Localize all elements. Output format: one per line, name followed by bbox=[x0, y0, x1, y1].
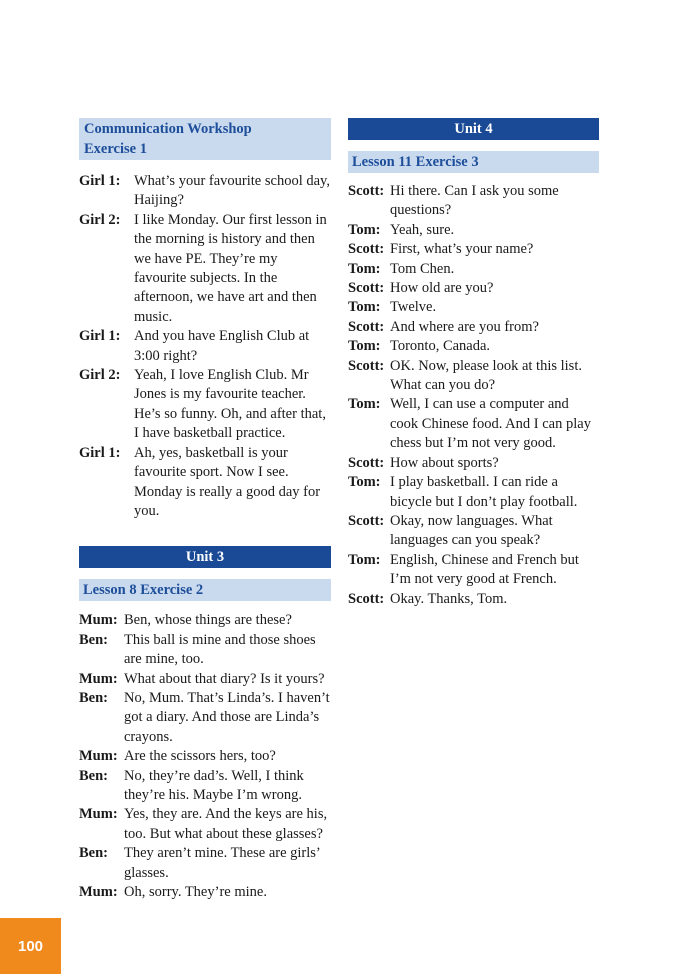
speaker: Mum: bbox=[79, 806, 118, 823]
speech: Well, I can use a computer and cook Chinese food. And I can play chess but I’m not very good. bbox=[390, 396, 591, 452]
dialogue-line bbox=[348, 473, 599, 512]
speech: Tom Chen. bbox=[390, 260, 455, 277]
dialogue-line bbox=[348, 298, 599, 317]
speaker: Tom: bbox=[348, 551, 381, 568]
speaker: Girl 2: bbox=[79, 367, 121, 384]
speaker: Scott: bbox=[348, 318, 385, 335]
dialogue-line bbox=[79, 767, 331, 806]
dialogue-line bbox=[348, 260, 599, 279]
dialogue-line bbox=[79, 670, 331, 689]
dialogue-line bbox=[348, 240, 599, 259]
speech: Are the scissors hers, too? bbox=[124, 748, 276, 765]
lesson-8-bar: Lesson 8 Exercise 2 bbox=[79, 579, 331, 601]
speaker: Scott: bbox=[348, 357, 385, 374]
speaker: Girl 1: bbox=[79, 444, 121, 461]
speaker: Scott: bbox=[348, 590, 385, 607]
speaker: Mum: bbox=[79, 612, 118, 629]
speech: Oh, sorry. They’re mine. bbox=[124, 884, 267, 900]
dialogue-line bbox=[79, 805, 331, 844]
dialogue-line bbox=[348, 551, 599, 590]
speech: This ball is mine and those shoes are mine, too. bbox=[124, 631, 316, 668]
dialogue-line bbox=[79, 631, 331, 670]
dialogue-line bbox=[348, 182, 599, 221]
unit-4-bar: Unit 4 bbox=[348, 118, 599, 140]
speaker: Tom: bbox=[348, 260, 381, 277]
speaker: Scott: bbox=[348, 241, 385, 258]
speech: How about sports? bbox=[390, 454, 499, 471]
speaker: Scott: bbox=[348, 454, 385, 471]
speech: Yes, they are. And the keys are his, too. But what about these glasses? bbox=[124, 806, 328, 842]
dialogue-line bbox=[79, 844, 331, 883]
workshop-title: Communication Workshop bbox=[84, 121, 252, 137]
speech: How old are you? bbox=[390, 280, 494, 297]
unit3-dialogue bbox=[79, 611, 331, 902]
speech: No, Mum. That’s Linda’s. I haven’t got a diary. And those are Linda’s crayons. bbox=[124, 689, 330, 745]
dialogue-line bbox=[348, 512, 599, 551]
dialogue-line bbox=[348, 337, 599, 356]
dialogue-line bbox=[348, 318, 599, 337]
speech: They aren’t mine. These are girls’ glasses. bbox=[124, 845, 320, 881]
speech: Okay, now languages. What languages can you speak? bbox=[390, 512, 553, 549]
speaker: Mum: bbox=[79, 670, 118, 687]
speaker: Tom: bbox=[348, 299, 381, 316]
speaker: Scott: bbox=[348, 183, 385, 199]
dialogue-line bbox=[348, 221, 599, 240]
speaker: Mum: bbox=[79, 748, 118, 765]
speaker: Girl 1: bbox=[79, 173, 121, 189]
speech: Yeah, I love English Club. Mr Jones is my favourite teacher. He’s so funny. Oh, and after that, I have basketball practice. bbox=[134, 367, 326, 442]
speech: First, what’s your name? bbox=[390, 241, 534, 258]
dialogue-line bbox=[79, 883, 331, 902]
speaker: Tom: bbox=[348, 396, 381, 413]
dialogue-line bbox=[79, 611, 331, 630]
speaker: Tom: bbox=[348, 221, 381, 238]
dialogue-line bbox=[79, 366, 331, 444]
workshop-dialogue bbox=[79, 172, 331, 521]
unit4-dialogue bbox=[348, 182, 599, 609]
speaker: Tom: bbox=[348, 474, 381, 491]
speaker: Scott: bbox=[348, 512, 385, 529]
workshop-exercise: Exercise 1 bbox=[84, 141, 147, 157]
speech: Twelve. bbox=[390, 299, 437, 316]
speech: OK. Now, please look at this list. What can you do? bbox=[390, 357, 582, 394]
dialogue-line bbox=[79, 327, 331, 366]
speech: No, they’re dad’s. Well, I think they’re his. Maybe I’m wrong. bbox=[124, 767, 304, 803]
dialogue-line bbox=[79, 747, 331, 766]
unit-3-bar: Unit 3 bbox=[79, 546, 331, 568]
speaker: Ben: bbox=[79, 767, 108, 784]
speech: What’s your favourite school day, Haijing? bbox=[134, 173, 330, 209]
dialogue-line bbox=[79, 172, 331, 211]
dialogue-line bbox=[79, 444, 331, 522]
speaker: Ben: bbox=[79, 689, 108, 706]
speaker: Scott: bbox=[348, 280, 385, 297]
left-column bbox=[79, 118, 331, 902]
speech: And you have English Club at 3:00 right? bbox=[134, 328, 310, 364]
speech: What about that diary? Is it yours? bbox=[124, 670, 325, 687]
speaker: Girl 2: bbox=[79, 211, 121, 228]
speaker: Ben: bbox=[79, 631, 108, 648]
speaker: Ben: bbox=[79, 845, 108, 862]
dialogue-line bbox=[79, 211, 331, 327]
speech: I play basketball. I can ride a bicycle but I don’t play football. bbox=[390, 474, 578, 510]
dialogue-line bbox=[348, 590, 599, 609]
speech: Okay. Thanks, Tom. bbox=[390, 590, 508, 607]
communication-workshop-header bbox=[79, 118, 331, 160]
speech: Ah, yes, basketball is your favourite sport. Now I see. Monday is really a good day for you. bbox=[134, 444, 321, 519]
page-number: 100 bbox=[0, 918, 61, 974]
right-column bbox=[348, 118, 599, 609]
lesson-11-bar: Lesson 11 Exercise 3 bbox=[348, 151, 599, 173]
speaker: Tom: bbox=[348, 338, 381, 355]
dialogue-line bbox=[79, 689, 331, 747]
speaker: Mum: bbox=[79, 884, 118, 900]
dialogue-line bbox=[348, 395, 599, 453]
dialogue-line bbox=[348, 357, 599, 396]
speech: Yeah, sure. bbox=[390, 221, 455, 238]
speech: Hi there. Can I ask you some questions? bbox=[390, 183, 559, 219]
speech: Ben, whose things are these? bbox=[124, 612, 292, 629]
speech: And where are you from? bbox=[390, 318, 539, 335]
speech: Toronto, Canada. bbox=[390, 338, 491, 355]
speech: English, Chinese and French but I’m not very good at French. bbox=[390, 551, 579, 588]
speaker: Girl 1: bbox=[79, 328, 121, 345]
speech: I like Monday. Our first lesson in the morning is history and then we have PE. They’re my favourite subjects. In the afternoon, we have art and then music. bbox=[134, 211, 327, 325]
dialogue-line bbox=[348, 279, 599, 298]
dialogue-line bbox=[348, 454, 599, 473]
